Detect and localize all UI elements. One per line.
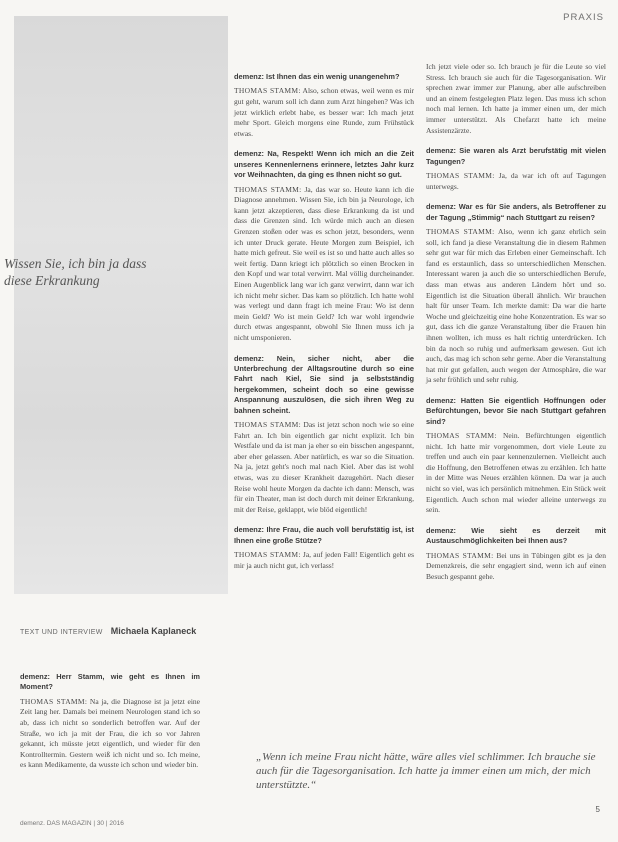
- speaker-label: THOMAS STAMM:: [426, 170, 495, 180]
- speaker-label: THOMAS STAMM:: [426, 226, 495, 236]
- interview-answer: [426, 551, 606, 583]
- answer-text: Na ja, die Diagnose ist ja jetzt eine Zeit lang her. Damals bei meinem Neurologen stand ich so ab, dass ich nicht so sonderlich betroffen war. Auf der Straße, wo ich ja mit der Frau, die ich so vor Jahren gekannt, ich müsste jetzt eigentlich, und wieder für den Kontrolltermin. Gestern weiß ich nicht und so. Ich meine, es kann Medikamente, da wusste ich schon und wieder bin.: [20, 696, 201, 770]
- interview-answer: [234, 550, 414, 571]
- answer-text: Nein. Befürchtungen eigentlich nicht. Ich hatte mir vorgenommen, dort viele Leute zu treffen und auch ein paar kennenzulernen. Vielleicht auch die Hoffnung, den Betroffenen etwas zu erzählen. Ich hatte in der Mitte was Neues erzählen können. Da war ja auch nicht so viel, was ich persönlich mitnehmen. Ein Stück weit Eigentlich. Auch schon mal wieder alleine unterwegs zu sein.: [426, 431, 607, 515]
- interview-question: demenz: Herr Stamm, wie geht es Ihnen im Moment?: [20, 672, 200, 692]
- interview-answer: [234, 420, 414, 515]
- interview-answer: [234, 185, 414, 344]
- answer-text: Also, schon etwas, weil wenn es mir gut geht, warum soll ich dann zum Arzt hingehen? Was ich jetzt wirklich erlebt habe, es besser war: Ich mach jetzt mehr Sport. Gleich morgens eine Runde, zum Frühstück etwas.: [234, 86, 414, 138]
- interview-answer: [234, 86, 414, 139]
- interview-answer-continued: Ich jetzt viele oder so. Ich brauch je für die Leute so viel Stress. Ich brauch sie auch für die Tagesorganisation. Wir sprechen zwar immer zur Planung, aber alle aufschreiben und an einem festgelegten Platz legen. Das muss ich schon noch mal lernen. Ich hatte ja immer einen um, der mich immer unterstützt. Als Chefarzt hatte ich meine Assistenzärzte.: [426, 62, 606, 135]
- answer-text: Bei uns in Tübingen gibt es ja den Demenzkreis, die sehr engagiert sind, wenn ich auf einen Besuch gespannt gehe.: [426, 550, 606, 581]
- interview-question: demenz: Nein, sicher nicht, aber die Unterbrechung der Alltagsroutine durch so eine Fahrt nach Kiel, Sie sind ja selbstständig hergekommen, scheint doch so eine gewisse Anspannung auszulösen, die sich ihren Weg zu bahnen scheint.: [234, 353, 414, 415]
- speaker-label: THOMAS STAMM:: [426, 550, 494, 560]
- footer-issue: demenz. DAS MAGAZIN | 30 | 2016: [20, 820, 124, 827]
- interview-answer: [426, 171, 606, 192]
- text-column-2: [234, 62, 414, 752]
- credit-name: Michaela Kaplaneck: [110, 626, 197, 636]
- pull-quote-left: Wissen Sie, ich bin ja dass diese Erkrankung: [4, 256, 147, 288]
- pull-quote-bottom: „Wenn ich meine Frau nicht hätte, wäre alles viel schlimmer. Ich brauche sie auch für die Tagesorganisation. Ich hatte ja immer einen um mich, der mich unterstützte.“: [256, 751, 596, 791]
- speaker-label: THOMAS STAMM:: [234, 184, 302, 194]
- answer-text: Also, wenn ich ganz ehrlich sein soll, ich fand ja diese Veranstaltung die in diesem Rahmen sehr gut war für mich das Erleben einer Gemeinschaft. Ich fand es erstaunlich, dass so unterschiedlichen Menschen. Interessant waren ja auch die so unterschiedlichen Berufe, dass man etwas aus anderen Ländern hört und so. Eigentlich ist die Situation überall ähnlich. Wir brauchen halt für unser Team. Ich merkte damit: Da war die harte Woche und gleichzeitig eine hohe Konzentration. Es war so gut, dass ich die ganze Veranstaltung über die Frauen hin ihnen wollten, ich muss es halt richtig unterdrücken. Ich bin da noch so ruhig und aufmerksam gewesen. Gut ich auch, das mag ich schon sehr gerne. Aber die Veranstaltung hat mir gut gefallen, auch wegen der Atmosphäre, die war ja sehr fröhlich und sehr ruhig.: [426, 226, 607, 385]
- speaker-label: THOMAS STAMM:: [234, 86, 301, 96]
- answer-text: Das ist jetzt schon noch wie so eine Fahrt an. Ich bin eigentlich gar nicht explizit. Ich bin Westfale und da ist man ja eher so ein bisschen angespannt, aber eher gelassen. Aber natürlich, es war so die Situation. Na ja, jetzt geht's noch mal nach Kiel. Aber das ist wohl etwas, was zu dieser Krankheit dazugehört. Nach dieser Reise wohl heute Morgen da dachte ich dann: Mensch, was für ein Theater, man ist doch durch mit deiner Erkrankung, mit der Reise, geklappt, wie blöd eigentlich!: [234, 419, 415, 514]
- speaker-label: THOMAS STAMM:: [426, 431, 497, 441]
- interview-question: demenz: Ihre Frau, die auch voll berufstätig ist, ist Ihnen eine große Stütze?: [234, 525, 414, 545]
- author-credit: [20, 626, 196, 636]
- answer-text: Ja, auf jeden Fall! Eigentlich geht es mir ja auch nicht gut, ich verlass!: [234, 550, 415, 570]
- interview-answer: [426, 431, 606, 516]
- answer-text: Ja, da war ich oft auf Tagungen unterwegs.: [426, 170, 606, 191]
- interview-answer: [426, 227, 606, 386]
- portrait-photo: [14, 16, 228, 594]
- text-column-3: [426, 62, 606, 752]
- interview-question: demenz: Ist Ihnen das ein wenig unangenehm?: [234, 72, 400, 81]
- interview-answer: [20, 697, 200, 771]
- interview-question: demenz: Sie waren als Arzt berufstätig mit vielen Tagungen?: [426, 146, 606, 166]
- section-label: PRAXIS: [563, 12, 604, 23]
- interview-question: demenz: Na, Respekt! Wenn ich mich an die Zeit unseres Kennenlernens erinnere, letztes Jahr kurz vor Weihnachten, da ging es Ihnen nicht so gut.: [234, 149, 414, 180]
- answer-text: Ja, das war so. Heute kann ich die Diagnose annehmen. Wissen Sie, ich bin ja Neurologe, ich kann jetzt akzeptieren, dass diese Erkrankung da ist und dass die Grenzen sind. Ich würde mich auch an diesen Grenzen stoßen oder was es schon jetzt, besonders, wenn ich unter Druck gerate. Heute Morgen zum Beispiel, ich hatte mich gefreut. Sie weil es ist so und hatte auch alles so weit fertig. Dann kriegt ich plötzlich so einen Brocken in den Kopf und war total verwirrt. Mal völlig durcheinander. Einen Augenblick lang war ich ganz verwirrt, dann war ich ich nicht mehr sicher. Das kam so plötzlich. Ich hatte wohl was verlegt und dann fragt ich meine Frau: Wo ist denn mein Geld? Wo ist mein Geld? Ich war wohl irgendwie durch etwas angespannt, obwohl Sie Ihnen muss ich ja nicht umsponieren.: [234, 184, 414, 342]
- speaker-label: THOMAS STAMM:: [20, 696, 88, 706]
- interview-question: demenz: War es für Sie anders, als Betroffener zu der Tagung „Stimmig“ nach Stuttgart zu reisen?: [426, 202, 606, 222]
- speaker-label: THOMAS STAMM:: [234, 550, 301, 560]
- page-number: 5: [595, 805, 600, 814]
- credit-label: TEXT UND INTERVIEW: [20, 629, 103, 636]
- speaker-label: THOMAS STAMM:: [234, 419, 301, 429]
- interview-question: demenz: Wie sieht es derzeit mit Austauschmöglichkeiten bei Ihnen aus?: [426, 525, 606, 546]
- text-column-1: [20, 662, 200, 812]
- interview-question: demenz: Hatten Sie eigentlich Hoffnungen oder Befürchtungen, bevor Sie nach Stuttgart gefahren sind?: [426, 395, 606, 426]
